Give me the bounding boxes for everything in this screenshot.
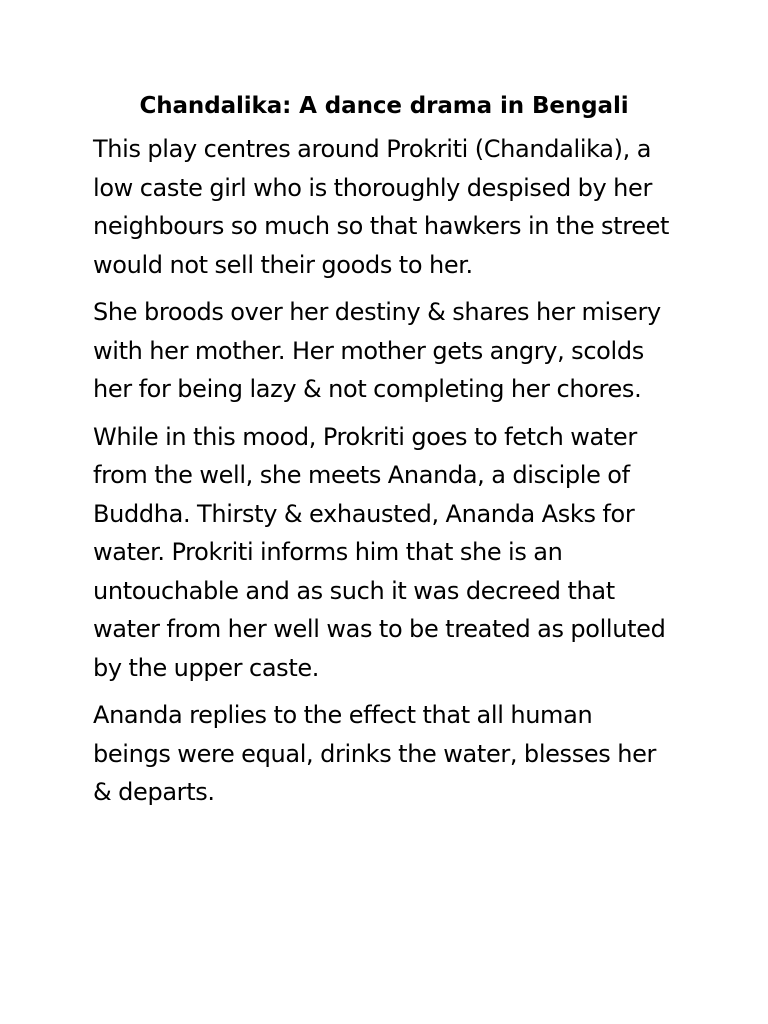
paragraph-3: While in this mood, Prokriti goes to fetch water from the well, she meets Ananda, a disciple of Buddha. Thirsty & exhausted, Ananda Asks for water. Prokriti informs him that she is an untouchable and as such it was decreed that water from her well was to be treated as polluted by the upper caste. bbox=[93, 422, 666, 682]
document-title: Chandalika: A dance drama in Bengali bbox=[139, 93, 629, 119]
paragraph-4: Ananda replies to the effect that all human beings were equal, drinks the water, blesses her & departs. bbox=[93, 701, 657, 806]
paragraph-2: She broods over her destiny & shares her misery with her mother. Her mother gets angry, scolds her for being lazy & not completing her chores. bbox=[93, 298, 661, 403]
paragraph-1: This play centres around Prokriti (Chandalika), a low caste girl who is thoroughly despised by her neighbours so much so that hawkers in the street would not sell their goods to her. bbox=[93, 135, 670, 279]
